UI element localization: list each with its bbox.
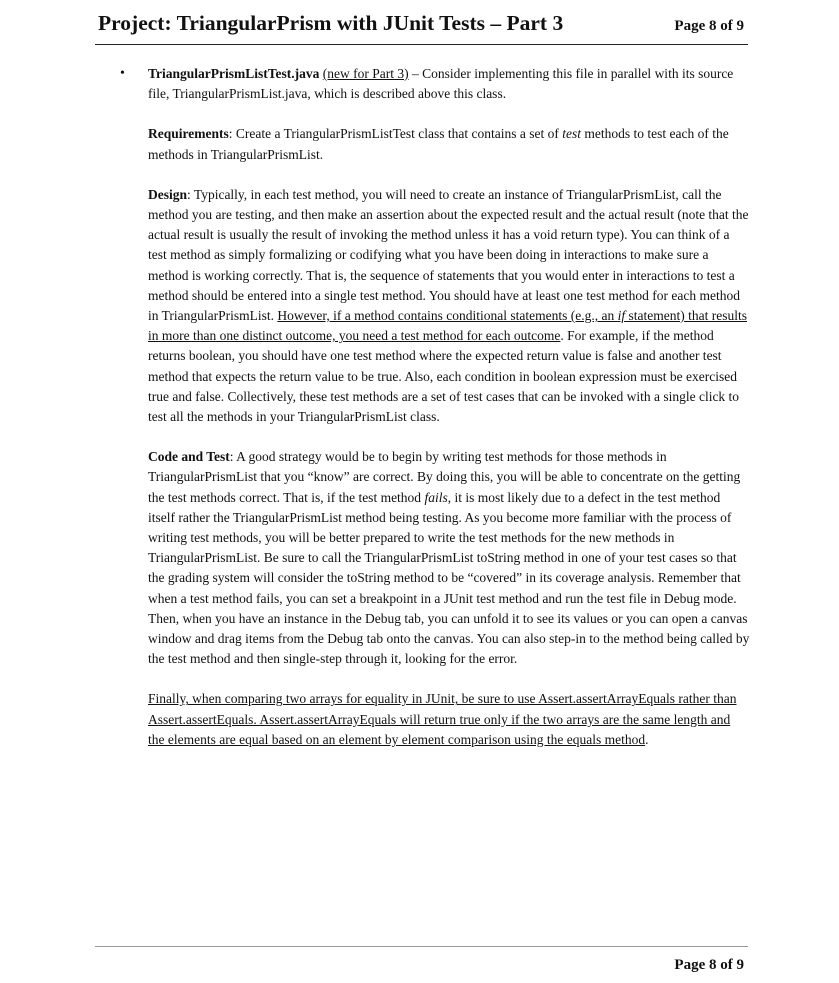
requirements-paragraph (148, 124, 750, 164)
code-test-text: : A good strategy would be to begin by writing test methods for those methods in TriangularPrismList that you “know” are correct. By doing this, you will be able to concentrate on the getting the test methods correct. That is, if the test method (148, 449, 741, 505)
requirements-text: : Create a TriangularPrismListTest class that contains a set of (228, 126, 563, 142)
design-underlined-b: statement) that results in more than one distinct outcome, you need a test method for each outcome (148, 308, 747, 344)
code-test-text-end: , it is most likely due to a defect in the test method itself rather the TriangularPrismList method being testing. As you become more familiar with the process of writing test methods, you will be better prepared to write the test methods for the new methods in TriangularPrismList. Be sure to call the TriangularPrismList toString method in one of your test cases so that the grading system will consider the toString method to be “covered” in its coverage analysis. Remember that when a test method fails, you can set a breakpoint in a JUnit test method and run the test file in Debug mode. Then, when you have an instance in the Debug tab, you can unfold it to see its values or you can open a canvas window and drag items from the Debug tab onto the canvas. You can also step-in to the method being called by the test method and then single-step through it, looking for the error. (148, 489, 750, 667)
design-underlined-a: However, if a method contains conditional statements (e.g., an (277, 308, 618, 324)
header-page-number: Page 8 of 9 (674, 18, 744, 34)
document-body (148, 64, 750, 750)
requirements-text-end: methods to test each of the methods in TriangularPrismList. (148, 126, 729, 162)
design-underlined-emphasis: if (617, 308, 626, 324)
footer-divider (95, 946, 748, 947)
code-test-emphasis: fails (424, 489, 448, 505)
new-tag: (new for Part 3) (322, 66, 409, 81)
bullet-icon: • (120, 66, 125, 81)
design-paragraph (148, 185, 750, 427)
design-text: : Typically, in each test method, you will need to create an instance of TriangularPrismList, call the method you are testing, and then make an assertion about the expected result and the actual result (note that the actual result is usually the result of invoking the method unless it has a void return type). You can think of a test method as simply formalizing or codifying what you have been doing in interactions to make sure a method is working correctly. That is, the sequence of statements that you would enter in interactions to test a method should be entered into a single test method. You should have at least one test method for each method in TriangularPrismList. (148, 186, 749, 324)
design-text-end: . For example, if the method returns boolean, you should have one test method where the expected return value is false and another test method that expects the return value to be true. Also, each condition in boolean expression must be exercised true and false. Collectively, these test methods are a set of test cases that can be invoked with a single click to test all the methods in your TriangularPrismList class. (148, 328, 740, 425)
test-filename: TriangularPrismListTest.java (148, 66, 320, 81)
intro-text: – Consider implementing this file in parallel with its source file, TriangularPrismList.java, which is described above this class. (148, 66, 734, 102)
finally-end: . (645, 731, 649, 747)
code-test-paragraph (148, 447, 750, 669)
requirements-emphasis: test (562, 126, 581, 142)
finally-underlined: Finally, when comparing two arrays for equality in JUnit, be sure to use Assert.assertArrayEquals rather than Assert.assertEquals. Assert.assertArrayEquals will return true only if the two arrays are the same length and the elements are equal based on an element by element comparison using the equals method (148, 691, 737, 747)
design-label: Design (148, 186, 188, 202)
intro-paragraph (148, 64, 750, 104)
code-test-label: Code and Test (148, 449, 230, 465)
page-header (95, 10, 748, 45)
footer-page-number: Page 8 of 9 (674, 957, 744, 973)
finally-paragraph (148, 689, 750, 750)
document-title: Project: TriangularPrism with JUnit Tests – Part 3 (98, 11, 564, 35)
requirements-label: Requirements (148, 126, 229, 142)
